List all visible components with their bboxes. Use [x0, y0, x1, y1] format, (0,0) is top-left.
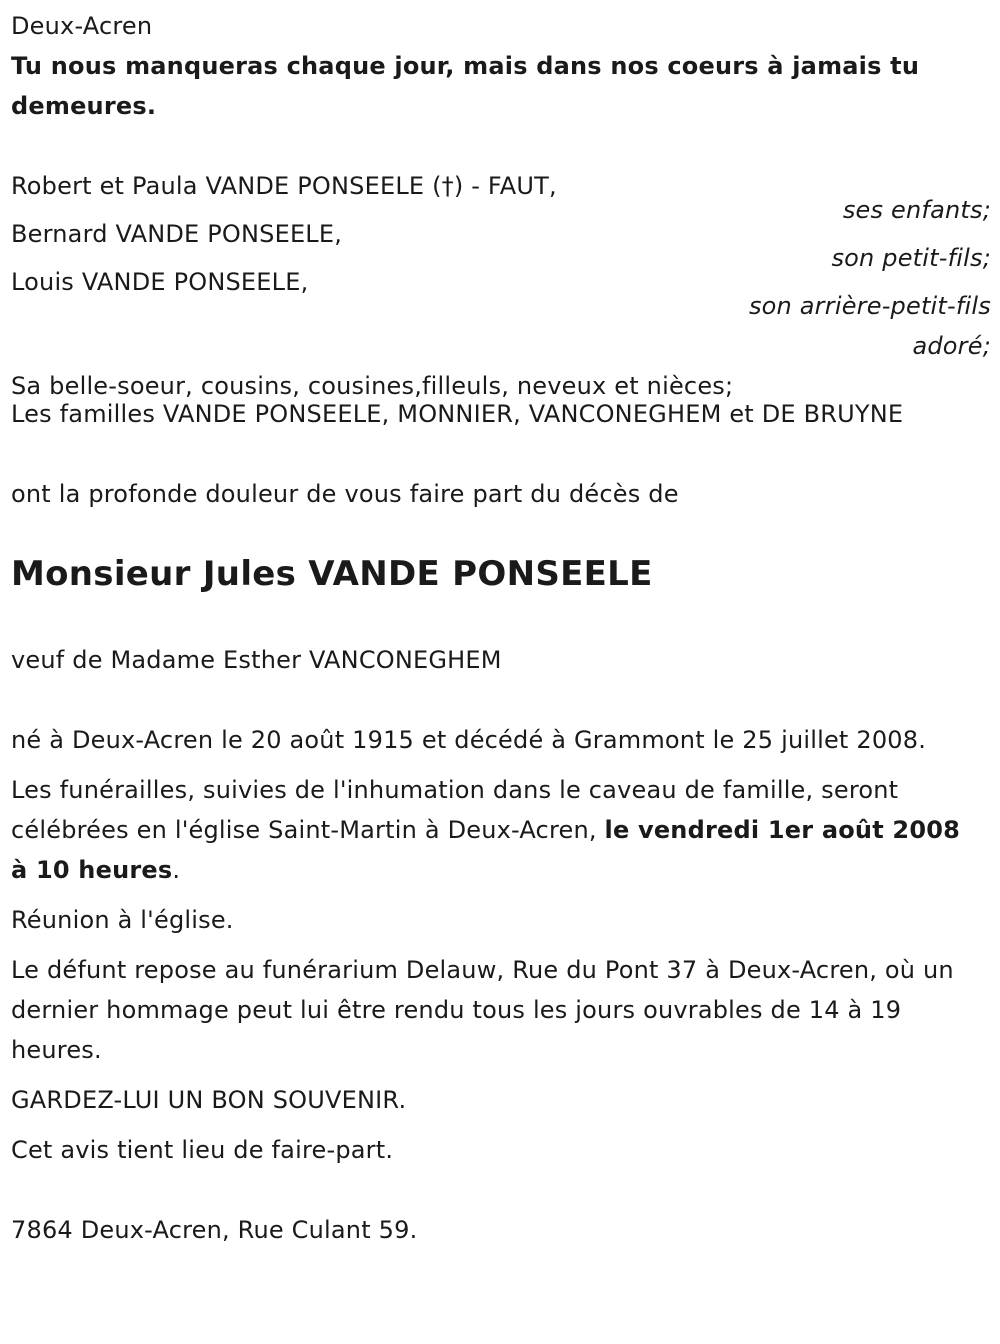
family-name: Robert et Paula VANDE PONSEELE (†) - FAUT, [11, 172, 557, 200]
family-role-cont: adoré; [912, 332, 991, 360]
keep-memory: GARDEZ-LUI UN BON SOUVENIR. [11, 1086, 407, 1114]
motto: Tu nous manqueras chaque jour, mais dans nos coeurs à jamais tu demeures. [11, 52, 920, 120]
family-name: Louis VANDE PONSEELE, [11, 268, 309, 296]
family-role: ses enfants; [842, 196, 991, 224]
funeral-text: Les funérailles, suivies de l'inhumation dans le caveau de famille, seront célébrées en l'église Saint-Martin à Deux-Acren, [11, 776, 899, 844]
relatives-line-2: Les familles VANDE PONSEELE, MONNIER, VANCONEGHEM et DE BRUYNE [11, 400, 904, 428]
funerarium: Le défunt repose au funérarium Delauw, Rue du Pont 37 à Deux-Acren, où un dernier hommage peut lui être rendu tous les jours ouvrables de 14 à 19 heures. [11, 956, 954, 1064]
family-member-3 [11, 262, 991, 366]
widower-of: veuf de Madame Esther VANCONEGHEM [11, 646, 502, 674]
meeting: Réunion à l'église. [11, 906, 234, 934]
family-role: son petit-fils; [831, 244, 991, 272]
address: 7864 Deux-Acren, Rue Culant 59. [11, 1216, 418, 1244]
funeral-text-end: . [172, 856, 181, 884]
deceased-name: Monsieur Jules VANDE PONSEELE [11, 554, 653, 594]
notice: Cet avis tient lieu de faire-part. [11, 1136, 394, 1164]
header-place: Deux-Acren [11, 12, 153, 40]
birth-death: né à Deux-Acren le 20 août 1915 et décédé à Grammont le 25 juillet 2008. [11, 726, 927, 754]
funeral-date: le vendredi 1er août 2008 à 10 heures [11, 816, 961, 884]
relatives-line-1: Sa belle-soeur, cousins, cousines,filleuls, neveux et nièces; [11, 372, 734, 400]
announcement: ont la profonde douleur de vous faire part du décès de [11, 480, 679, 508]
obituary-notice [11, 0, 991, 1250]
family-role: son arrière-petit-fils [748, 292, 991, 320]
family-name: Bernard VANDE PONSEELE, [11, 220, 343, 248]
funeral-info [11, 770, 971, 890]
